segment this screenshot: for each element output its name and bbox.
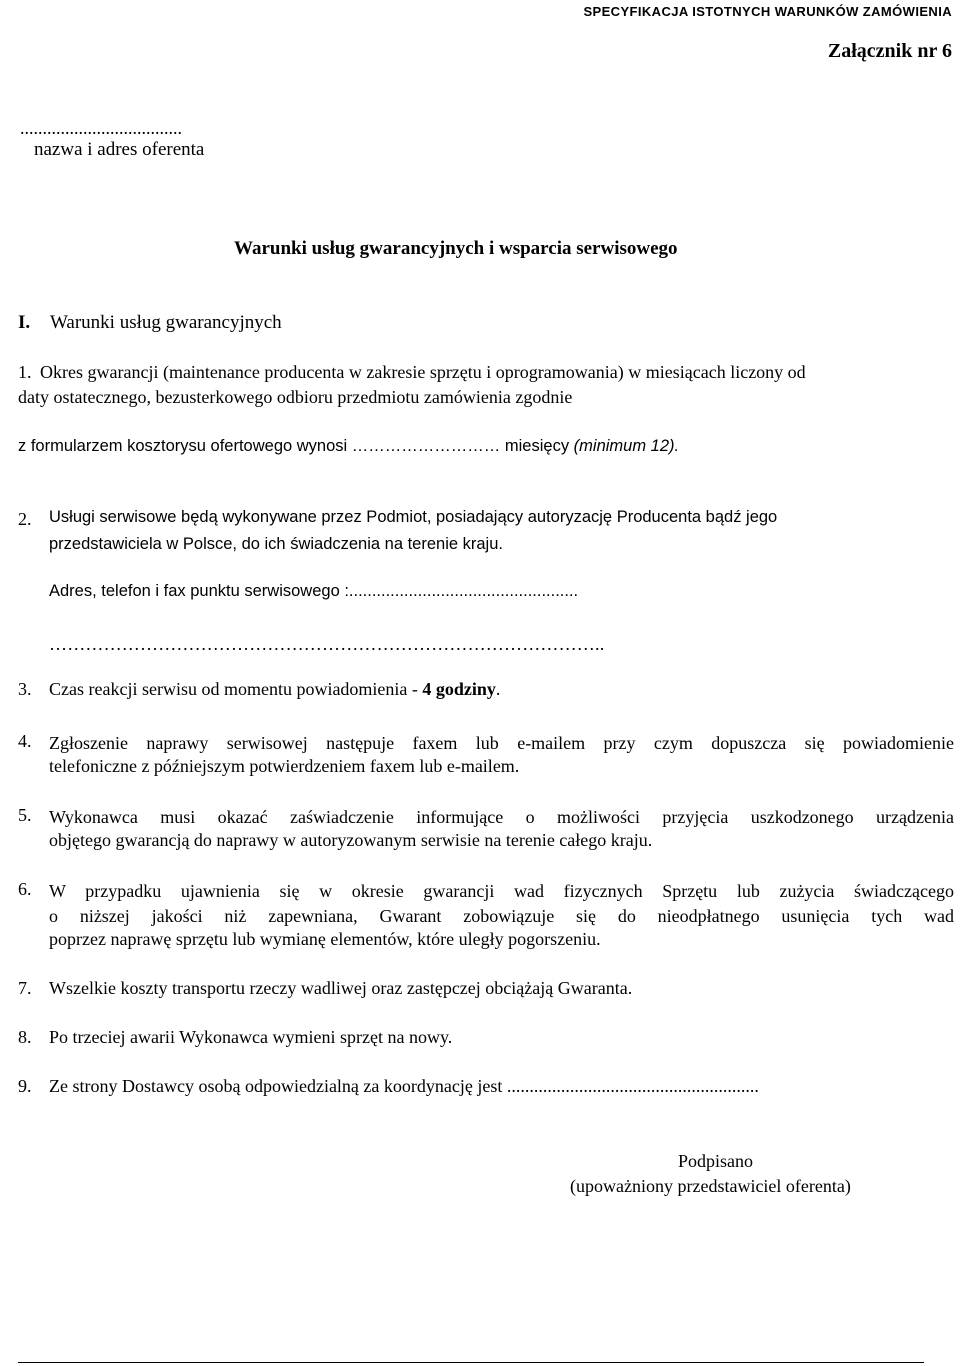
service-address-line xyxy=(49,582,578,601)
section-number: I. xyxy=(18,312,31,333)
item-7-text: Wszelkie koszty transportu rzeczy wadliwej oraz zastępczej obciążają Gwaranta. xyxy=(49,978,633,998)
section-title: Warunki usług gwarancyjnych xyxy=(50,312,282,333)
item-3-tail: . xyxy=(495,679,501,699)
item-3-label: Czas reakcji serwisu od momentu powiadomienia - xyxy=(49,679,418,699)
item-4-line-2: telefoniczne z późniejszym potwierdzeniem faxem lub e-mailem. xyxy=(49,756,520,776)
item-9-number: 9. xyxy=(18,1076,32,1096)
service-address-label: Adres, telefon i fax punktu serwisowego : xyxy=(49,582,349,600)
item-2-number: 2. xyxy=(18,509,32,529)
service-address-blank-2: ……………………………………………………………………………….. xyxy=(49,634,605,654)
months-blank: ……………………… xyxy=(351,437,501,455)
item-1-line-2: daty ostatecznego, bezusterkowego odbioru przedmiotu zamówienia zgodnie xyxy=(18,387,573,407)
signature-label: Podpisano xyxy=(678,1151,754,1171)
item-5-line-2: objętego gwarancją do naprawy w autoryzowanym serwisie na terenie całego kraju. xyxy=(49,830,653,850)
item-5-number: 5. xyxy=(18,805,32,825)
item-6-line-3: poprzez naprawę sprzętu lub wymianę elementów, które uległy pogorszeniu. xyxy=(49,929,601,949)
signature-role: (upoważniony przedstawiciel oferenta) xyxy=(570,1176,851,1196)
item-6-line-2: o niższej jakości niż zapewniana, Gwarant zobowiązuje się do nieodpłatnego usunięcia tych wad xyxy=(49,906,954,926)
item-1-line-1: Okres gwarancji (maintenance producenta w zakresie sprzętu i oprogramowania) w miesiącach liczony od xyxy=(40,362,806,382)
item-6-number: 6. xyxy=(18,879,32,899)
item-1-number: 1. xyxy=(18,362,32,382)
item-6-line-1: W przypadku ujawnienia się w okresie gwarancji wad fizycznych Sprzętu lub zużycia świadczącego xyxy=(49,881,954,901)
item-1-months-label: miesięcy xyxy=(504,437,570,455)
bidder-dots: .................................... xyxy=(20,118,182,138)
item-1-line-3 xyxy=(18,437,679,456)
item-1-minimum: (minimum 12). xyxy=(573,437,680,455)
item-2-line-1: Usługi serwisowe będą wykonywane przez Podmiot, posiadający autoryzację Producenta bądź jego xyxy=(49,508,778,526)
response-time: 4 godziny xyxy=(422,679,496,699)
document-title: Warunki usług gwarancyjnych i wsparcia serwisowego xyxy=(234,238,678,259)
item-2-line-2: przedstawiciela w Polsce, do ich świadczenia na terenie kraju. xyxy=(49,535,503,553)
item-5-line-1: Wykonawca musi okazać zaświadczenie informujące o możliwości przyjęcia uszkodzonego urządzenia xyxy=(49,807,954,827)
attachment-number: Załącznik nr 6 xyxy=(827,40,952,62)
item-3-text xyxy=(49,679,500,700)
item-9-text xyxy=(49,1076,759,1097)
item-3-number: 3. xyxy=(18,679,32,699)
item-4-number: 4. xyxy=(18,731,32,751)
bidder-label: nazwa i adres oferenta xyxy=(34,139,205,160)
item-7-number: 7. xyxy=(18,978,32,998)
item-9-label: Ze strony Dostawcy osobą odpowiedzialną za koordynację jest xyxy=(49,1076,503,1096)
item-8-number: 8. xyxy=(18,1027,32,1047)
coordinator-blank: ........................................................ xyxy=(506,1076,759,1096)
footer-rule xyxy=(18,1362,924,1363)
item-4-line-1: Zgłoszenie naprawy serwisowej następuje faxem lub e-mailem przy czym dopuszcza się powiadomienie xyxy=(49,733,954,753)
service-address-blank: .................................................. xyxy=(348,582,579,600)
item-8-text: Po trzeciej awarii Wykonawca wymieni sprzęt na nowy. xyxy=(49,1027,453,1047)
item-1-line-3-text: z formularzem kosztorysu ofertowego wynosi xyxy=(18,437,348,455)
spec-header: SPECYFIKACJA ISTOTNYCH WARUNKÓW ZAMÓWIENIA xyxy=(583,4,952,19)
